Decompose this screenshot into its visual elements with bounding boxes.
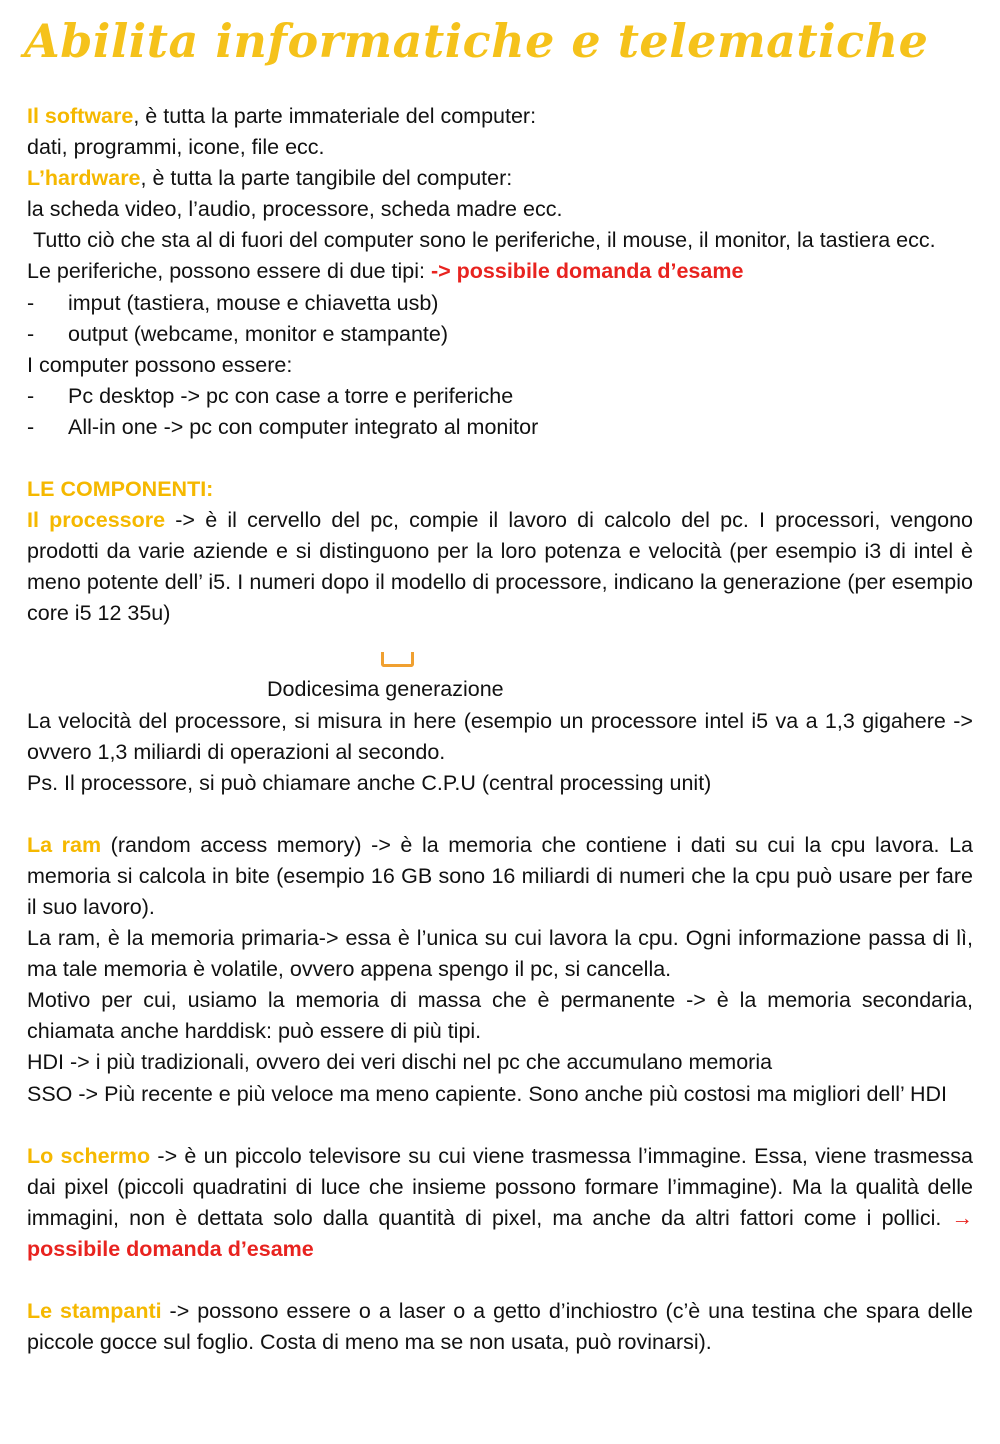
software-examples: dati, programmi, icone, file ecc. — [27, 135, 325, 160]
list-dash: - — [27, 383, 35, 408]
list-dash: - — [27, 290, 35, 315]
mass-memory-paragraph: Motivo per cui, usiamo la memoria di massa che è permanente -> è la memoria secondaria, chiamata anche harddisk: può essere di più tipi. — [27, 988, 973, 1044]
list-item — [27, 319, 973, 350]
list-item-text: Pc desktop -> pc con case a torre e periferiche — [68, 383, 514, 408]
list-dash: - — [27, 321, 35, 346]
document-body — [27, 101, 973, 1358]
components-heading: LE COMPONENTI: — [27, 477, 214, 502]
software-definition: , è tutta la parte immateriale del computer: — [133, 104, 537, 128]
spacer — [27, 443, 973, 474]
list-item-text: imput (tastiera, mouse e chiavetta usb) — [68, 290, 439, 315]
processor-term: Il processore — [27, 508, 166, 533]
generation-label: Dodicesima generazione — [267, 676, 504, 701]
peripheral-types-line — [27, 256, 973, 287]
list-item-text: All-in one -> pc con computer integrato al monitor — [68, 414, 539, 439]
processor-text: -> è il cervello del pc, compie il lavoro di calcolo del pc. I processori, vengono prodotti da varie aziende e si distinguono per la loro potenza e velocità (per esempio i3 di intel è meno potente dell’ i5. I numeri dopo il modello di processore, indicano la generazione (per esempio core i5 12 35u) — [27, 508, 974, 626]
hdi-line: HDI -> i più tradizionali, ovvero dei veri dischi nel pc che accumulano memoria — [27, 1050, 773, 1075]
peripheral-types-text: Le periferiche, possono essere di due tipi: — [27, 259, 431, 284]
software-line — [27, 101, 973, 132]
spacer — [27, 1265, 973, 1296]
list-item — [27, 288, 973, 319]
hardware-examples: la scheda video, l’audio, processore, scheda madre ecc. — [27, 197, 563, 222]
list-dash: - — [27, 414, 35, 439]
generation-annotation — [27, 630, 973, 706]
screen-term: Lo schermo — [27, 1143, 151, 1168]
hardware-line — [27, 163, 973, 194]
processor-paragraph — [27, 505, 973, 629]
hardware-term: L’hardware — [27, 166, 141, 191]
printers-paragraph — [27, 1296, 973, 1358]
hardware-definition: , è tutta la parte tangibile del computer: — [140, 166, 513, 191]
ram-text: (random access memory) -> è la memoria che contiene i dati su cui la cpu lavora. La memoria si calcola in bite (esempio 16 GB sono 16 miliardi di numeri che la cpu può usare per fare il suo lavoro). — [27, 832, 973, 919]
software-term: Il software — [27, 104, 134, 128]
bracket-mark — [381, 652, 414, 667]
computers-line: I computer possono essere: — [27, 352, 293, 377]
screen-paragraph — [27, 1141, 973, 1265]
list-item — [27, 412, 973, 443]
sso-paragraph: SSO -> Più recente e più veloce ma meno capiente. Sono anche più costosi ma migliori dell’ HDI — [27, 1081, 947, 1106]
screen-exam-note: → possibile domanda d’esame — [27, 1205, 973, 1261]
ram-term: La ram — [27, 832, 102, 857]
printers-term: Le stampanti — [27, 1299, 162, 1323]
exam-note: -> possibile domanda d’esame — [430, 259, 744, 284]
spacer — [27, 1110, 973, 1141]
cpu-note: Ps. Il processore, si può chiamare anche C.P.U (central processing unit) — [27, 770, 712, 795]
page-title: Abilita informatiche e telematiche — [24, 14, 929, 68]
ram-primary-paragraph: La ram, è la memoria primaria-> essa è l’unica su cui lavora la cpu. Ogni informazione passa di lì, ma tale memoria è volatile, ovvero appena spengo il pc, si cancella. — [27, 926, 973, 982]
spacer — [27, 799, 973, 830]
speed-paragraph: La velocità del processore, si misura in here (esempio un processore intel i5 va a 1,3 gigahere -> ovvero 1,3 miliardi di operazioni al secondo. — [27, 708, 973, 764]
list-item-text: output (webcame, monitor e stampante) — [68, 321, 449, 346]
printers-text: -> possono essere o a laser o a getto d’inchiostro (c’è una testina che spara delle piccole gocce sul foglio. Costa di meno ma se non usata, può rovinarsi). — [27, 1299, 973, 1355]
peripherals-paragraph: Tutto ciò che sta al di fuori del computer sono le periferiche, il mouse, il monitor, la tastiera ecc. — [27, 228, 936, 253]
screen-text: -> è un piccolo televisore su cui viene trasmessa l’immagine. Essa, viene trasmessa dai pixel (piccoli quadratini di luce che insieme possono formare l’immagine). Ma la qualità delle immagini, non è dettata solo dalla quantità di pixel, ma anche da altri fattori come i pollici. — [27, 1143, 973, 1230]
ram-paragraph — [27, 830, 973, 923]
list-item — [27, 381, 973, 412]
